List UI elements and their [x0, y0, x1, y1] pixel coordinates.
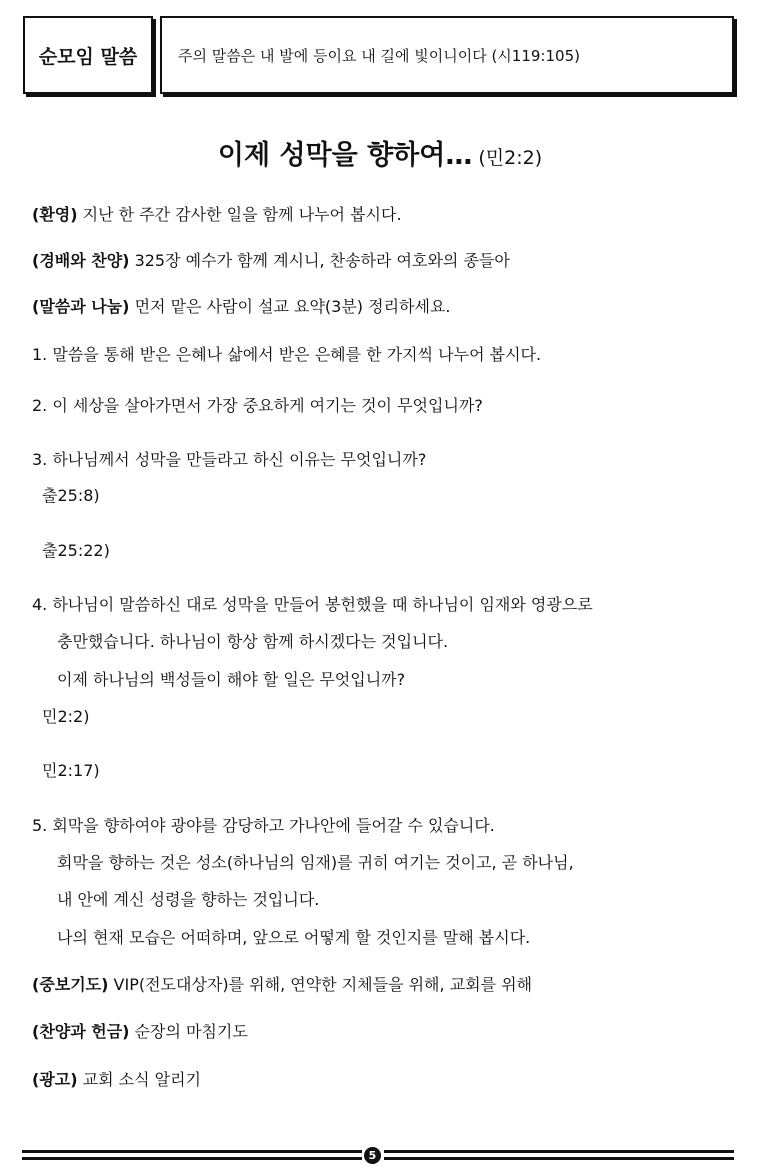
- question-2: 2. 이 세상을 살아가면서 가장 중요하게 여기는 것이 무엇입니까?: [32, 396, 483, 415]
- worship-line: [32, 248, 510, 271]
- question-3: 3. 하나님께서 성막을 만들라고 하신 이유는 무엇입니까?: [32, 450, 427, 469]
- offering-line: [32, 1019, 248, 1042]
- question-4-ref-1: 민2:2): [42, 707, 90, 726]
- page-title: [0, 133, 760, 172]
- header-label-box: [23, 16, 153, 94]
- question-4-line-1: 4. 하나님이 말씀하신 대로 성막을 만들어 봉헌했을 때 하나님이 임재와 영광으로: [32, 595, 593, 614]
- page-number: 5: [364, 1147, 381, 1164]
- header-verse: 주의 말씀은 내 발에 등이요 내 길에 빛이니이다 (시119:105): [178, 46, 580, 65]
- welcome-line: [32, 202, 402, 225]
- notice-tag: (광고): [32, 1070, 78, 1089]
- worship-text: 325장 예수가 함께 계시니, 찬송하라 여호와의 종들아: [129, 251, 510, 270]
- word-line: [32, 294, 451, 317]
- question-5-line-2: 회막을 향하는 것은 성소(하나님의 임재)를 귀히 여기는 것이고, 곧 하나님,: [57, 853, 574, 872]
- question-4-line-2: 충만했습니다. 하나님이 항상 함께 하시겠다는 것입니다.: [57, 632, 449, 651]
- welcome-text: 지난 한 주간 감사한 일을 함께 나누어 봅시다.: [77, 205, 402, 224]
- header-verse-box: [160, 16, 734, 94]
- welcome-tag: (환영): [32, 205, 78, 224]
- prayer-text: VIP(전도대상자)를 위해, 연약한 지체들을 위해, 교회를 위해: [108, 975, 533, 994]
- footer-rule-right: [384, 1150, 734, 1160]
- question-1: 1. 말씀을 통해 받은 은혜나 삶에서 받은 은혜를 한 가지씩 나누어 봅시다.: [32, 345, 542, 364]
- prayer-tag: (중보기도): [32, 975, 109, 994]
- question-5-line-4: 나의 현재 모습은 어떠하며, 앞으로 어떻게 할 것인지를 말해 봅시다.: [57, 928, 531, 947]
- word-text: 먼저 맡은 사람이 설교 요약(3분) 정리하세요.: [129, 297, 451, 316]
- question-4-line-3: 이제 하나님의 백성들이 해야 할 일은 무엇입니까?: [57, 670, 406, 689]
- title-main: 이제 성막을 향하여…: [217, 140, 473, 171]
- footer-rule-left: [22, 1150, 362, 1160]
- notice-line: [32, 1067, 201, 1090]
- question-3-ref-2: 출25:22): [42, 541, 110, 560]
- offering-tag: (찬양과 헌금): [32, 1022, 130, 1041]
- question-3-ref-1: 출25:8): [42, 486, 100, 505]
- prayer-line: [32, 972, 532, 995]
- title-ref: (민2:2): [478, 147, 543, 169]
- offering-text: 순장의 마침기도: [129, 1022, 248, 1041]
- worship-tag: (경배와 찬양): [32, 251, 130, 270]
- header-label: 순모임 말씀: [38, 45, 138, 68]
- question-4-ref-2: 민2:17): [42, 761, 100, 780]
- notice-text: 교회 소식 알리기: [77, 1070, 201, 1089]
- question-5-line-3: 내 안에 계신 성령을 향하는 것입니다.: [57, 890, 320, 909]
- word-tag: (말씀과 나눔): [32, 297, 130, 316]
- question-5-line-1: 5. 회막을 향하여야 광야를 감당하고 가나안에 들어갈 수 있습니다.: [32, 816, 495, 835]
